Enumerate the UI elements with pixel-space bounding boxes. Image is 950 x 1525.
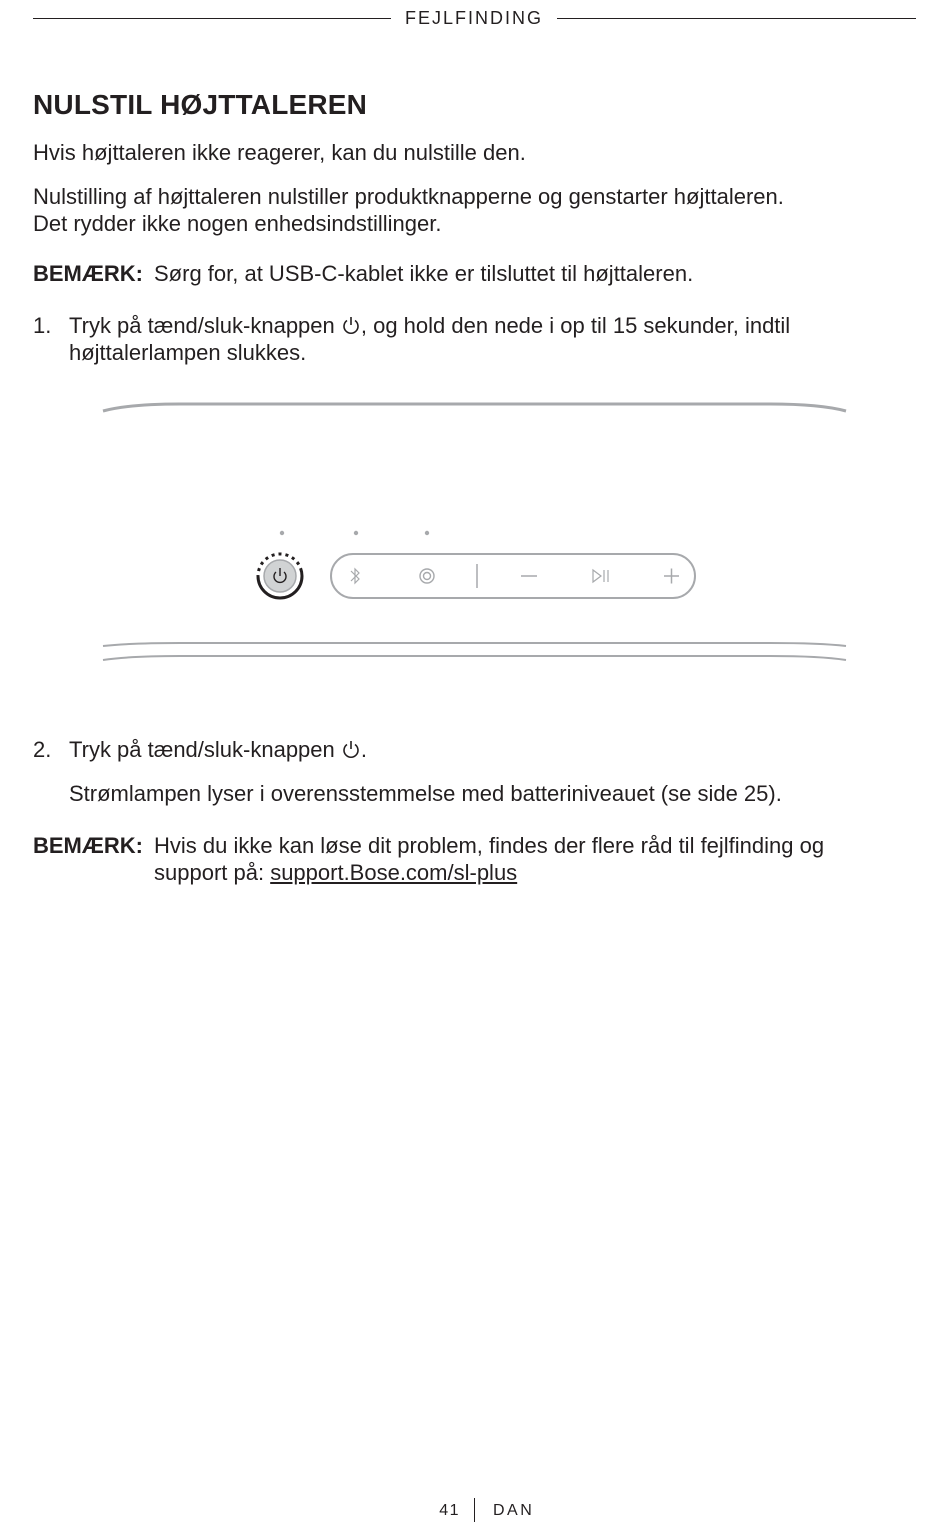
speaker-illustration [0,395,950,675]
volume-up-icon [664,569,679,584]
note-text-line: Hvis du ikke kan løse dit problem, findes der flere råd til fejlfinding og [154,833,825,858]
step-result-text: Strømlampen lyser i overensstemmelse med batteriniveauet (se side 25). [69,781,782,806]
speaker-base-edge [103,656,846,660]
speaker-top-edge [103,404,846,411]
header-rule-left [33,18,391,19]
status-light [280,531,284,535]
step-number: 2. [33,737,52,762]
power-button-illustration [258,554,302,598]
support-link[interactable]: support.Bose.com/sl-plus [270,860,518,885]
step-text [69,736,869,763]
power-icon [341,739,361,759]
language-code: DAN [493,1502,535,1519]
footer-divider [474,1498,475,1522]
page-header [33,8,916,30]
step-text-part: Tryk på tænd/sluk-knappen [69,313,341,338]
step-text-part: , og hold den nede i op til 15 sekunder, indtil [360,313,791,338]
step-text [69,312,869,366]
step-text-part: . [360,737,367,762]
note-label: BEMÆRK: [33,261,143,286]
page-number: 41 [439,1502,460,1519]
bluetooth-icon [351,569,359,583]
step-text-part: højttalerlampen slukkes. [69,340,307,365]
note-label: BEMÆRK: [33,833,143,858]
reset-description-line2: Det rydder ikke nogen enhedsindstillinger. [33,211,442,236]
note-text: Sørg for, at USB-C-kablet ikke er tilsluttet til højttaleren. [154,261,694,286]
play-pause-icon [593,570,608,582]
intro-paragraph: Hvis højttaleren ikke reagerer, kan du nulstille den. [33,140,526,165]
button-panel [331,554,695,598]
page-footer [0,1498,950,1524]
note-text-line: support på: [154,860,271,885]
step-number: 1. [33,313,52,338]
status-light [425,531,429,535]
status-light [354,531,358,535]
reset-description [33,183,913,237]
reset-description-line1: Nulstilling af højttaleren nulstiller produktknapperne og genstarter højttaleren. [33,184,784,209]
step-text-part: Tryk på tænd/sluk-knappen [69,737,341,762]
power-icon [341,315,361,335]
speaker-bottom-edge [103,643,846,646]
header-rule-right [557,18,916,19]
section-title: FEJLFINDING [404,8,543,28]
simplesync-icon [420,569,434,583]
page-title: NULSTIL HØJTTALEREN [33,89,368,120]
note-text [154,832,904,886]
